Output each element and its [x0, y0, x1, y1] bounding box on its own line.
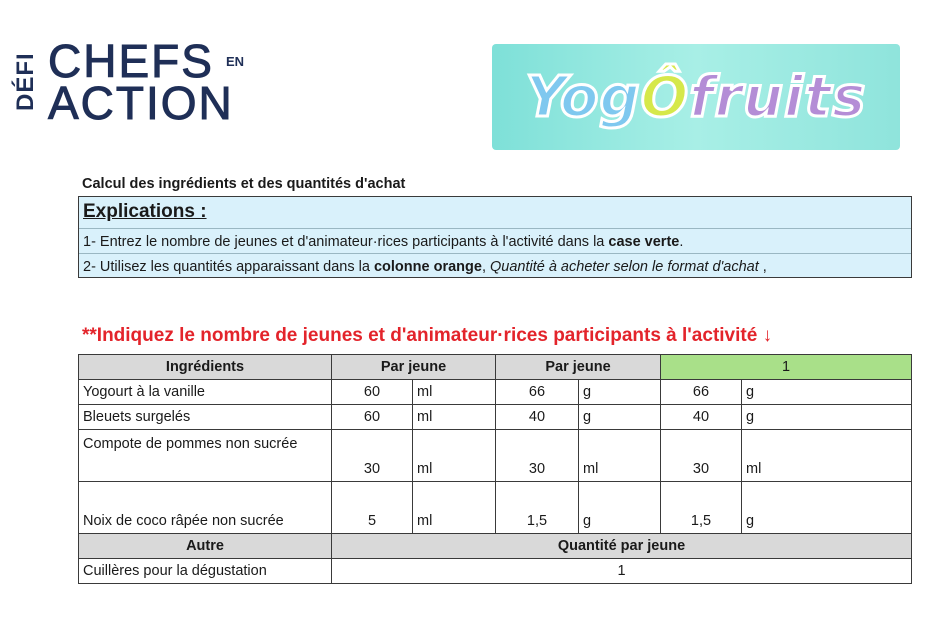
qty-2: 30 — [496, 430, 579, 482]
line1-text: 1- Entrez le nombre de jeunes et d'animateur·rices participants à l'activité dans la — [83, 234, 609, 250]
table-header-row — [79, 355, 912, 380]
header-qty-per-youth: Quantité par jeune — [332, 534, 912, 559]
header-other: Autre — [79, 534, 332, 559]
brand-part-fruits: fruits — [689, 64, 867, 130]
unit-1: ml — [413, 430, 496, 482]
section-title: Calcul des ingrédients et des quantités d'achat — [82, 176, 406, 192]
table-row — [79, 559, 912, 584]
explanation-line-2 — [83, 259, 767, 275]
line2-comma: , — [481, 259, 490, 275]
ingredient-name: Noix de coco râpée non sucrée — [79, 482, 332, 534]
unit-2: g — [579, 482, 661, 534]
unit-2: g — [579, 405, 661, 430]
case-verte-text: case verte — [608, 234, 680, 250]
unit-2: ml — [579, 430, 661, 482]
divider — [79, 228, 911, 229]
unit-3: g — [742, 405, 912, 430]
brand-part-yog: Yog — [525, 64, 641, 130]
qty-3: 40 — [661, 405, 742, 430]
qty-1: 60 — [332, 380, 413, 405]
other-item-name: Cuillères pour la dégustation — [79, 559, 332, 584]
line2-text: 2- Utilisez les quantités apparaissant dans la — [83, 259, 374, 275]
participant-count-cell[interactable]: 1 — [661, 355, 912, 380]
defi-chefs-en-action-logo — [12, 35, 254, 130]
unit-1: ml — [413, 405, 496, 430]
header-per-youth-1: Par jeune — [332, 355, 496, 380]
logo-action-text: ACTION — [48, 77, 234, 129]
ingredient-name: Compote de pommes non sucrée — [79, 430, 332, 482]
line2-end: , — [758, 259, 767, 275]
unit-3: g — [742, 482, 912, 534]
qty-1: 5 — [332, 482, 413, 534]
explanations-box — [78, 196, 912, 278]
qty-3: 1,5 — [661, 482, 742, 534]
unit-3: g — [742, 380, 912, 405]
other-item-qty: 1 — [332, 559, 912, 584]
ingredients-table — [78, 354, 912, 584]
unit-2: g — [579, 380, 661, 405]
qty-1: 30 — [332, 430, 413, 482]
other-header-row — [79, 534, 912, 559]
table-row — [79, 482, 912, 534]
logo-defi-text: DÉFI — [12, 52, 39, 112]
qty-3: 30 — [661, 430, 742, 482]
divider — [79, 253, 911, 254]
purchase-format-text: Quantité à acheter selon le format d'achat — [490, 259, 759, 275]
participants-alert: **Indiquez le nombre de jeunes et d'animateur·rices participants à l'activité ↓ — [82, 325, 773, 346]
yogofruits-logo — [492, 44, 900, 150]
explanations-heading: Explications : — [83, 201, 207, 222]
logo-en-text: EN — [226, 54, 245, 69]
unit-3: ml — [742, 430, 912, 482]
ingredient-name: Yogourt à la vanille — [79, 380, 332, 405]
qty-3: 66 — [661, 380, 742, 405]
qty-1: 60 — [332, 405, 413, 430]
table-row — [79, 380, 912, 405]
header-per-youth-2: Par jeune — [496, 355, 661, 380]
qty-2: 66 — [496, 380, 579, 405]
table-row — [79, 405, 912, 430]
line1-end: . — [679, 234, 684, 250]
unit-1: ml — [413, 380, 496, 405]
explanation-line-1 — [83, 234, 683, 250]
ingredient-name: Bleuets surgelés — [79, 405, 332, 430]
logo-chefs-text: CHEFS — [48, 35, 214, 87]
brand-part-o: Ô — [640, 64, 690, 130]
qty-2: 1,5 — [496, 482, 579, 534]
unit-1: ml — [413, 482, 496, 534]
qty-2: 40 — [496, 405, 579, 430]
table-row — [79, 430, 912, 482]
header-ingredients: Ingrédients — [79, 355, 332, 380]
colonne-orange-text: colonne orange — [373, 259, 482, 275]
